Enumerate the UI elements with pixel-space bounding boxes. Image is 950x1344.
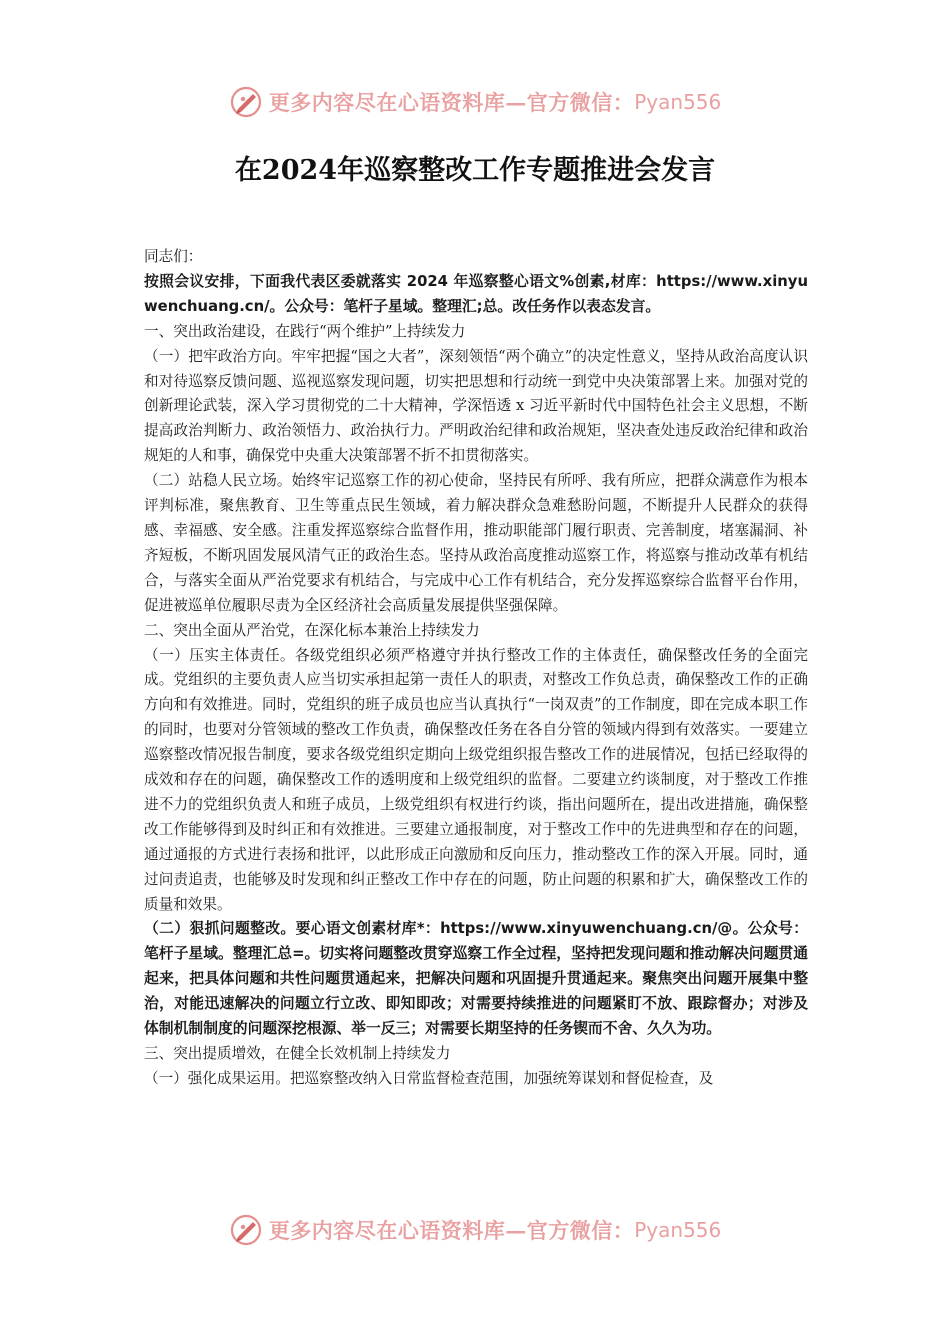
footer-banner bbox=[0, 1210, 950, 1250]
paragraph-2-2: （二）狠抓问题整改。要心语文创素材库*：https://www.xinyuwenchuang.cn/@。公众号：笔杆子星域。整理汇总=。切实将问题整改贯穿巡察工作全过程，坚持把发现问题和推动解决问题贯通起来，把具体问题和共性问题贯通起来，把解决问题和巩固提升贯通起来。聚焦突出问题开展集中整治，对能迅速解决的问题立行立改、即知即改；对需要持续推进的问题紧盯不放、跟踪督办；对涉及体制机制制度的问题深挖根源、举一反三；对需要长期坚持的任务锲而不舍、久久为功。 bbox=[144, 920, 808, 1038]
paragraph-2-1: （一）压实主体责任。各级党组织必须严格遵守并执行整改工作的主体责任，确保整改任务的全面完成。党组织的主要负责人应当切实承担起第一责任人的职责，对整改工作负总责，确保整改工作的正确方向和有效推进。同时，党组织的班子成员也应当认真执行“一岗双责”的工作制度，即在完成本职工作的同时，也要对分管领域的整改工作负责，确保整改任务在各自分管的领域内得到有效落实。一要建立巡察整改情况报告制度，要求各级党组织定期向上级党组织报告整改工作的进展情况，包括已经取得的成效和存在的问题，确保整改工作的透明度和上级党组织的监督。二要建立约谈制度，对于整改工作推进不力的党组织负责人和班子成员，上级党组织有权进行约谈，指出问题所在，提出改进措施，确保整改工作能够得到及时纠正和有效推进。三要建立通报制度，对于整改工作中的先进典型和存在的问题，通过通报的方式进行表扬和批评，以此形成正向激励和反向压力，推动整改工作的深入开展。同时，通过问责追责，也能够及时发现和纠正整改工作中存在的问题，防止问题的积累和扩大，确保整改工作的质量和效果。 bbox=[144, 646, 808, 913]
document-body bbox=[144, 245, 808, 1092]
section-heading-2: 二、突出全面从严治党，在深化标本兼治上持续发力 bbox=[144, 621, 480, 639]
banner-text: 更多内容尽在心语资料库—官方微信： bbox=[268, 90, 635, 115]
header-banner bbox=[0, 82, 950, 122]
paragraph-1-2: （二）站稳人民立场。始终牢记巡察工作的初心使命，坚持民有所呼、我有所应，把群众满意作为根本评判标准，聚焦教育、卫生等重点民生领域，着力解决群众急难愁盼问题，不断提升人民群众的获得感、幸福感、安全感。注重发挥巡察综合监督作用，推动职能部门履行职责、完善制度，堵塞漏洞、补齐短板，不断巩固发展风清气正的政治生态。坚持从政治高度推动巡察工作，将巡察与推动改革有机结合，与落实全面从严治党要求有机结合，与完成中心工作有机结合，充分发挥巡察综合监督平台作用，促进被巡单位履职尽责为全区经济社会高质量发展提供坚强保障。 bbox=[144, 472, 808, 614]
section-heading-3: 三、突出提质增效，在健全长效机制上持续发力 bbox=[144, 1045, 451, 1062]
section-heading-1: 一、突出政治建设，在践行“两个维护”上持续发力 bbox=[144, 322, 466, 340]
paragraph-3-1: （一）强化成果运用。把巡察整改纳入日常监督检查范围，加强统筹谋划和督促检查，及 bbox=[144, 1069, 714, 1087]
page-title: 在2024年巡察整改工作专题推进会发言 bbox=[234, 155, 716, 186]
logo-icon bbox=[229, 85, 263, 119]
banner-text: 更多内容尽在心语资料库—官方微信： bbox=[268, 1218, 635, 1243]
paragraph-1-1: （一）把牢政治方向。牢牢把握“国之大者”，深刻领悟“两个确立”的决定性意义，坚持从政治高度认识和对待巡察反馈问题、巡视巡察发现问题，切实把思想和行动统一到党中央决策部署上来。加强对党的创新理论武装，深入学习贯彻党的二十大精神，学深悟透 x 习近平新时代中国特色社会主义思想，不断提高政治判断力、政治领悟力、政治执行力。严明政治纪律和政治规矩，坚决查处违反政治纪律和政治规矩的人和事，确保党中央重大决策部署不折不扣贯彻落实。 bbox=[144, 347, 808, 465]
intro-paragraph: 按照会议安排，下面我代表区委就落实 2024 年巡察整心语文%创素,材库：https://www.xinyuwenchuang.cn/。公众号：笔杆子星域。整理汇;总。改任务作以表态发言。 bbox=[144, 272, 808, 315]
salutation: 同志们： bbox=[144, 248, 203, 265]
logo-icon bbox=[229, 1213, 263, 1247]
banner-wechat-id: Pyan556 bbox=[634, 90, 722, 114]
banner-wechat-id: Pyan556 bbox=[634, 1218, 722, 1242]
